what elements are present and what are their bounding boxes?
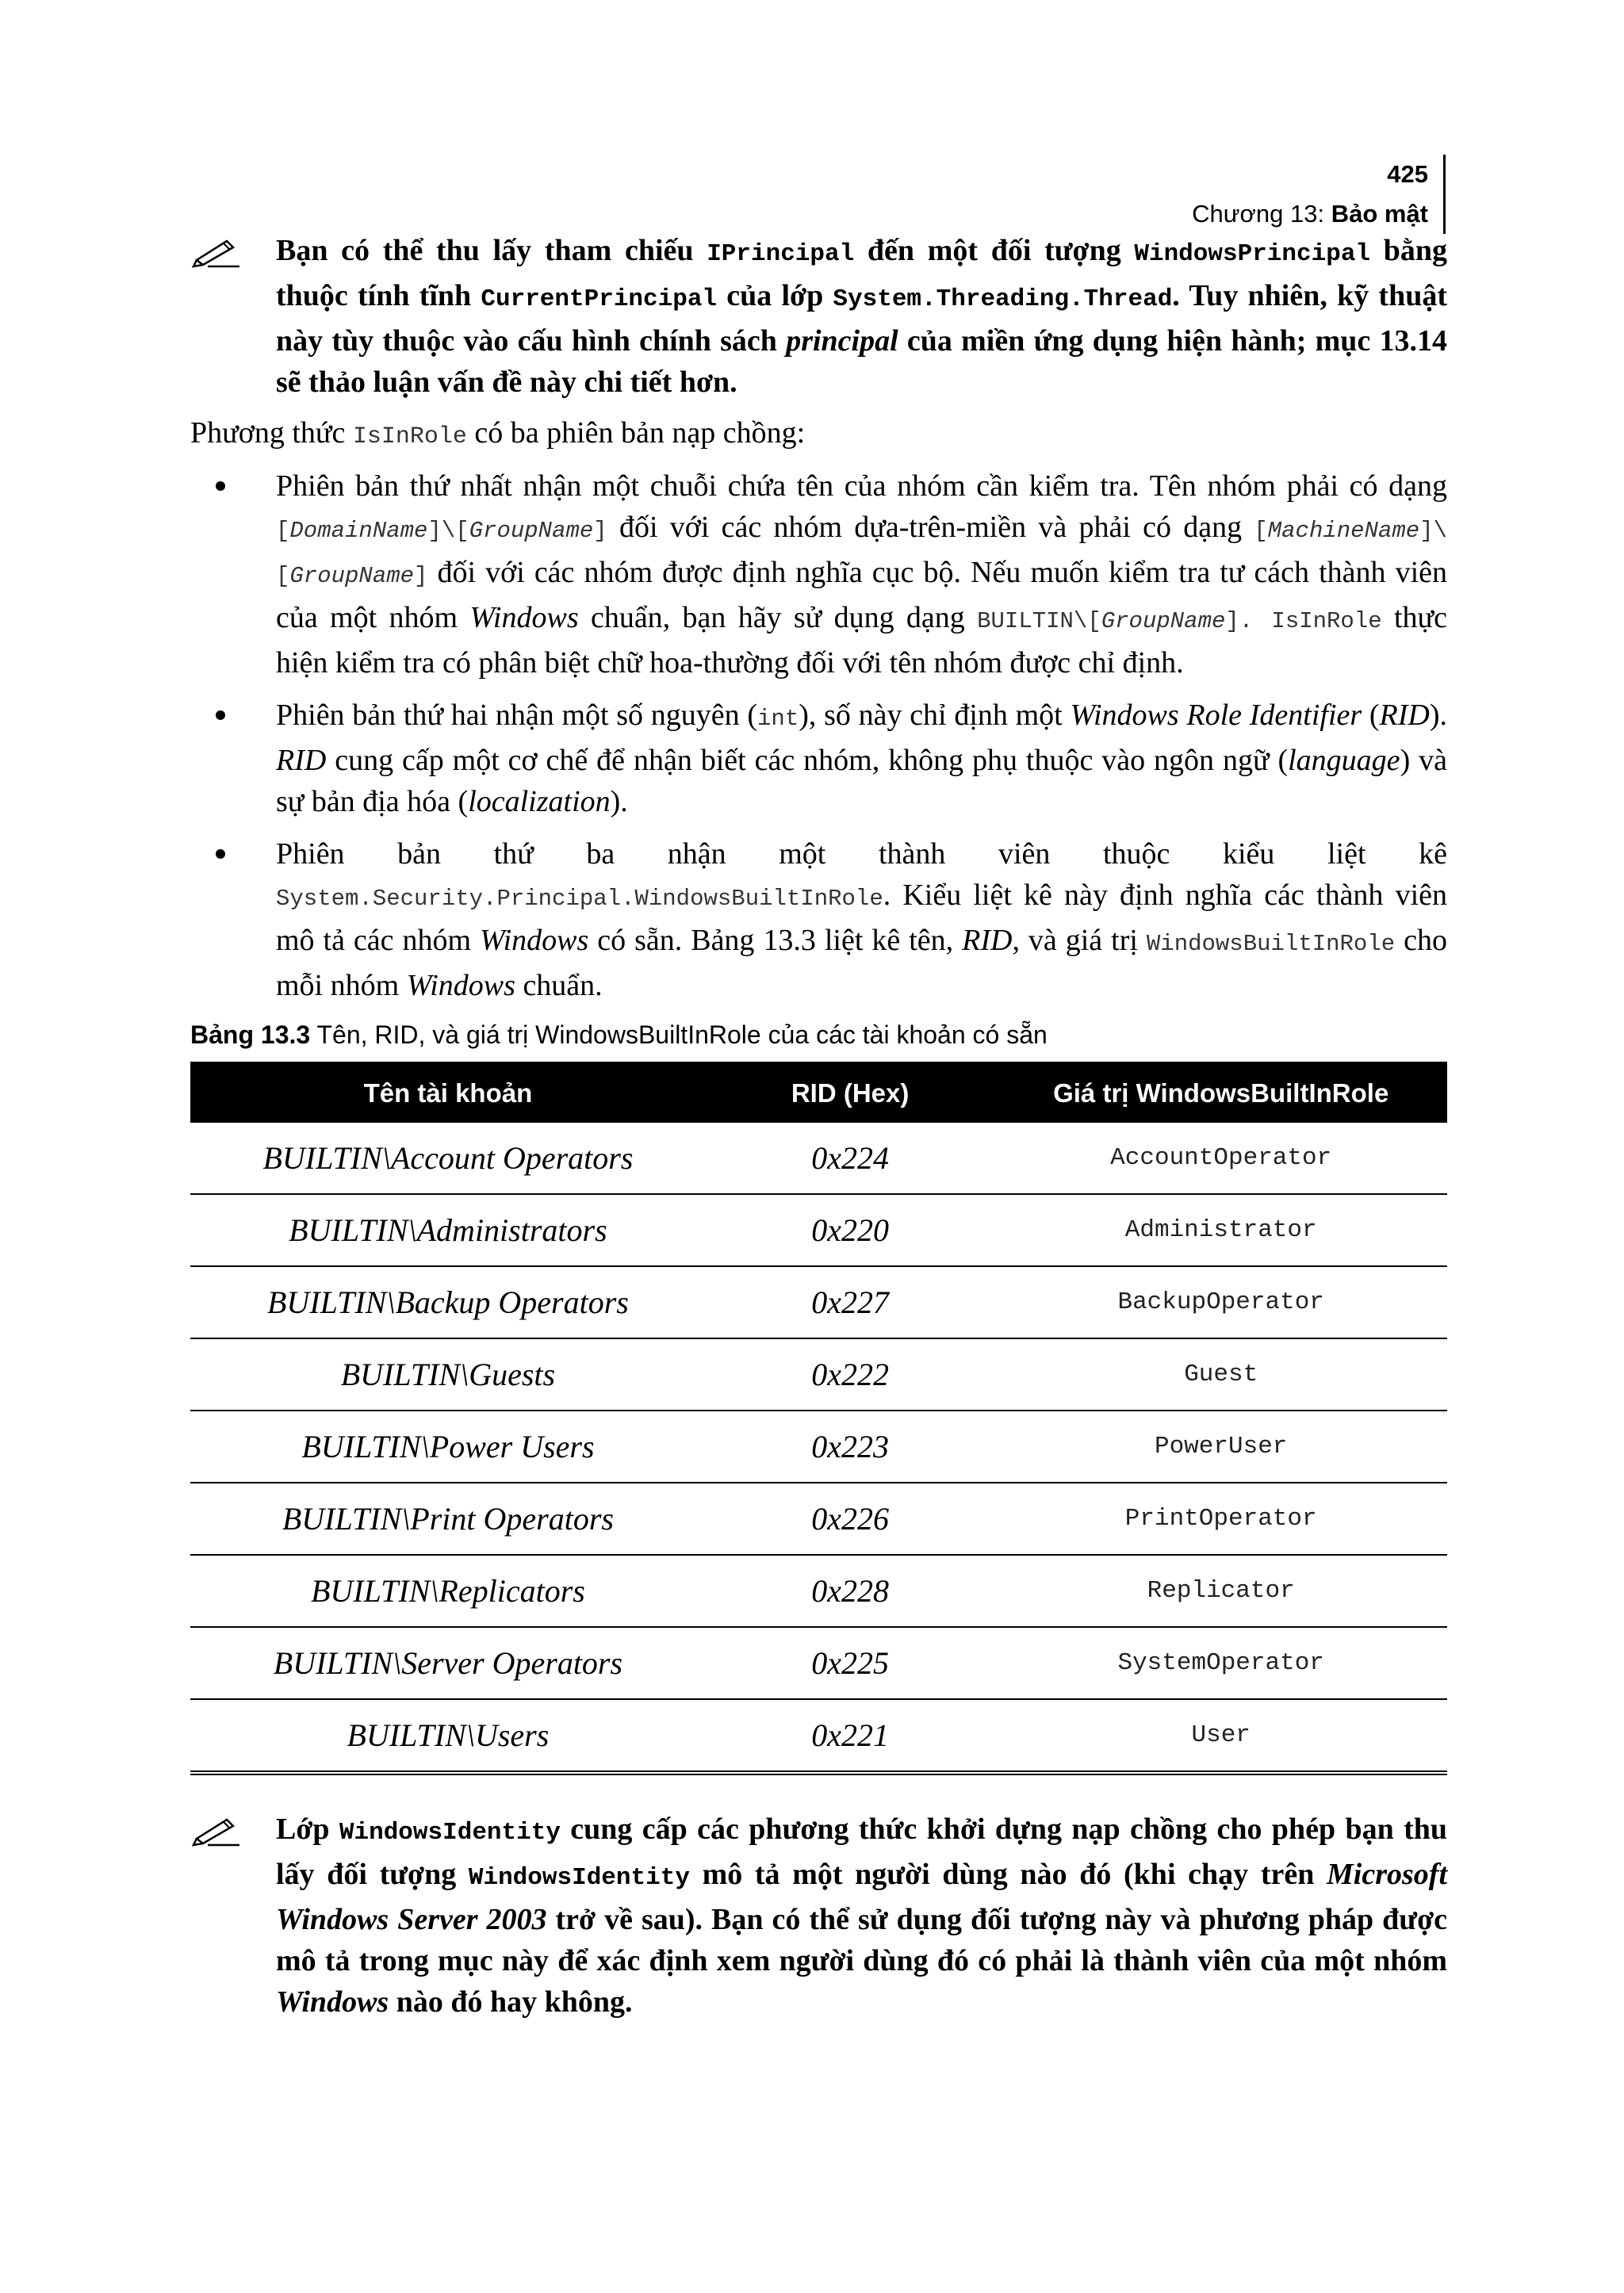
note-block (190, 230, 1447, 403)
item-text: ( (1362, 699, 1380, 732)
italic-term: Windows (406, 969, 515, 1002)
note-text: của lớp (717, 279, 833, 312)
item-text: thực hiện kiểm tra có phân biệt chữ hoa-thường đối với tên nhóm được chỉ định. (276, 601, 1447, 679)
table-row (190, 1411, 1447, 1483)
page-header (1192, 155, 1446, 234)
rid-cell: 0x228 (706, 1555, 995, 1627)
account-name-cell: BUILTIN\Print Operators (190, 1483, 706, 1555)
note-text: nào đó hay không. (389, 1985, 633, 2019)
role-value-cell: AccountOperator (994, 1123, 1447, 1194)
table-row (190, 1194, 1447, 1266)
code-term: WindowsIdentity (339, 1819, 561, 1847)
bullet-icon (216, 710, 225, 720)
note-text: Bạn có thể thu lấy tham chiếu (276, 234, 707, 267)
page-number: 425 (1387, 160, 1428, 188)
role-value-cell: Administrator (994, 1194, 1447, 1266)
rid-cell: 0x221 (706, 1699, 995, 1773)
code-term: WindowsBuiltInRole (1146, 931, 1396, 957)
page-body (190, 230, 1447, 2023)
chapter-name: Bảo mật (1331, 200, 1428, 228)
role-value-cell: SystemOperator (994, 1627, 1447, 1699)
code-part: GroupName (469, 518, 594, 544)
table-row (190, 1266, 1447, 1338)
rid-cell: 0x223 (706, 1411, 995, 1483)
italic-term: localization (468, 785, 611, 818)
italic-term: Windows (276, 1985, 389, 2019)
caption-label: Bảng 13.3 (190, 1020, 311, 1049)
code-part: ]\[ (427, 518, 469, 544)
table-row (190, 1699, 1447, 1773)
account-name-cell: BUILTIN\Guests (190, 1338, 706, 1411)
item-text: đối với các nhóm dựa-trên-miền và phải có dạng (607, 511, 1254, 544)
table-row (190, 1555, 1447, 1627)
code-part: GroupName (1101, 608, 1226, 634)
list-item (190, 695, 1447, 822)
table-row (190, 1338, 1447, 1411)
builtin-roles-table (190, 1062, 1447, 1775)
note-text: bằng thuộc tính tĩnh (276, 234, 1447, 312)
table-row (190, 1123, 1447, 1194)
code-term: WindowsIdentity (468, 1864, 690, 1892)
code-part: [ (1254, 518, 1268, 544)
code-term: IsInRole (352, 423, 467, 450)
code-term (977, 608, 1382, 634)
item-text: chuẩn. (515, 969, 603, 1002)
item-text: chuẩn, bạn hãy sử dụng dạng (578, 601, 978, 634)
item-text: ), số này chỉ định một (799, 699, 1071, 732)
italic-term: Windows Role Identifier (1070, 699, 1362, 732)
code-part: BUILTIN\[ (977, 608, 1101, 634)
pencil-note-icon (192, 236, 243, 268)
role-value-cell: Replicator (994, 1555, 1447, 1627)
bullet-icon (216, 481, 225, 491)
account-name-cell: BUILTIN\Server Operators (190, 1627, 706, 1699)
code-term: System.Security.Principal.WindowsBuiltInRole (276, 886, 883, 912)
italic-term: Windows (480, 924, 589, 957)
bullet-icon (216, 849, 225, 859)
code-term (276, 518, 607, 544)
rid-cell: 0x227 (706, 1266, 995, 1338)
item-text: Phiên bản thứ hai nhận một số nguyên ( (276, 699, 758, 732)
rid-cell: 0x224 (706, 1123, 995, 1194)
note-text: cung cấp các phương thức khởi dựng nạp chồng cho phép bạn thu lấy đối tượng (276, 1813, 1447, 1891)
header-rid: RID (Hex) (706, 1063, 995, 1124)
list-item (190, 833, 1447, 1006)
para-text: có ba phiên bản nạp chồng: (466, 416, 806, 450)
chapter-prefix: Chương 13: (1192, 200, 1331, 228)
pencil-note-icon (192, 1815, 243, 1847)
table-header-row (190, 1063, 1447, 1124)
rid-cell: 0x220 (706, 1194, 995, 1266)
chapter-title (1192, 194, 1428, 234)
code-part: ] (593, 518, 607, 544)
account-name-cell: BUILTIN\Account Operators (190, 1123, 706, 1194)
item-text: ). (1429, 699, 1448, 732)
code-part: GroupName (289, 563, 415, 589)
italic-term: RID (276, 744, 327, 777)
header-builtin-role: Giá trị WindowsBuiltInRole (994, 1063, 1447, 1124)
code-term: IPrincipal (707, 240, 855, 268)
italic-term: RID (1379, 699, 1430, 732)
table-caption (190, 1017, 1447, 1052)
item-text: đối với các nhóm được định nghĩa cục bộ. Nếu muốn kiểm tra tư cách thành viên của một nhóm (276, 556, 1447, 634)
role-value-cell: PowerUser (994, 1411, 1447, 1483)
note-text: Lớp (276, 1813, 339, 1846)
caption-text: Tên, RID, và giá trị WindowsBuiltInRole của các tài khoản có sẵn (310, 1020, 1048, 1049)
code-part: DomainName (289, 518, 428, 544)
rid-cell: 0x226 (706, 1483, 995, 1555)
item-text: . Kiểu liệt kê này định nghĩa các thành viên mô tả các nhóm (276, 879, 1447, 957)
account-name-cell: BUILTIN\Administrators (190, 1194, 706, 1266)
code-part: ]\[ (276, 518, 1447, 589)
rid-cell: 0x225 (706, 1627, 995, 1699)
code-part: ]. IsInRole (1225, 608, 1382, 634)
note-block (190, 1809, 1447, 2023)
note-text: mô tả một người dùng nào đó (khi chạy trên (689, 1858, 1327, 1891)
table-row (190, 1627, 1447, 1699)
item-text: , và giá trị (1012, 924, 1147, 957)
item-text: Phiên bản thứ nhất nhận một chuỗi chứa tên của nhóm cần kiểm tra. Tên nhóm phải có dạng (276, 469, 1447, 503)
italic-term: language (1288, 744, 1400, 777)
code-part: MachineName (1267, 518, 1420, 544)
note-text: của miền ứng dụng hiện hành; mục 13.14 sẽ thảo luận vấn đề này chi tiết hơn. (276, 324, 1447, 399)
code-part: ] (414, 563, 428, 589)
note-text: đến một đối tượng (854, 234, 1135, 267)
account-name-cell: BUILTIN\Replicators (190, 1555, 706, 1627)
header-account-name: Tên tài khoản (190, 1063, 706, 1124)
account-name-cell: BUILTIN\Backup Operators (190, 1266, 706, 1338)
italic-term: Windows (469, 601, 579, 634)
item-text: cho mỗi nhóm (276, 924, 1447, 1002)
italic-term: RID (962, 924, 1013, 957)
list-item (190, 465, 1447, 683)
code-term: CurrentPrincipal (481, 285, 718, 313)
header-rule (1443, 155, 1446, 234)
code-term: WindowsPrincipal (1134, 240, 1371, 268)
table-row (190, 1483, 1447, 1555)
item-text: cung cấp một cơ chế để nhận biết các nhóm, không phụ thuộc vào ngôn ngữ ( (326, 744, 1289, 777)
item-text: có sẵn. Bảng 13.3 liệt kê tên, (588, 924, 963, 957)
italic-term: Microsoft Windows Server 2003 (276, 1858, 1447, 1936)
code-part: [ (276, 518, 290, 544)
item-text: Phiên bản thứ ba nhận một thành viên thuộc kiểu liệt kê (276, 837, 1447, 871)
intro-paragraph (190, 412, 1447, 457)
item-text: ) và sự bản địa hóa ( (276, 744, 1447, 818)
role-value-cell: BackupOperator (994, 1266, 1447, 1338)
role-value-cell: User (994, 1699, 1447, 1773)
role-value-cell: PrintOperator (994, 1483, 1447, 1555)
note-text: trở về sau). Bạn có thể sử dụng đối tượng này và phương pháp được mô tả trong mục này để xác định xem người dùng đó có phải là thành viên của một nhóm (276, 1903, 1447, 1977)
code-term: System.Threading.Thread (833, 285, 1173, 313)
account-name-cell: BUILTIN\Users (190, 1699, 706, 1773)
item-text: ). (610, 785, 628, 818)
note-text: . Tuy nhiên, kỹ thuật này tùy thuộc vào cấu hình chính sách (276, 279, 1447, 358)
para-text: Phương thức (190, 416, 353, 450)
overload-list (190, 465, 1447, 1006)
code-term: int (757, 706, 799, 732)
account-name-cell: BUILTIN\Power Users (190, 1411, 706, 1483)
italic-term: principal (786, 324, 898, 358)
rid-cell: 0x222 (706, 1338, 995, 1411)
role-value-cell: Guest (994, 1338, 1447, 1411)
